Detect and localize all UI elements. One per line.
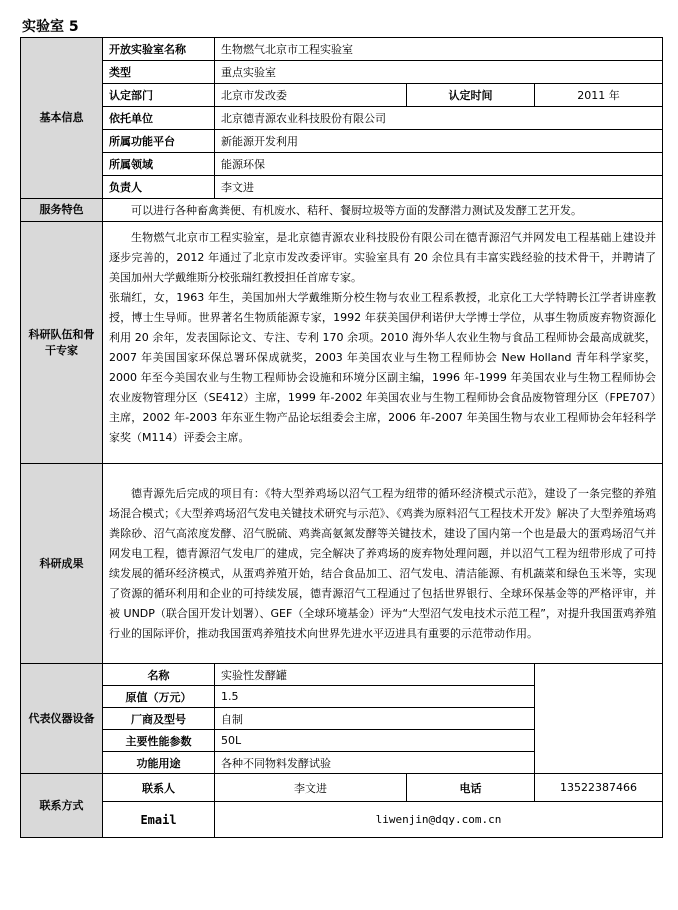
section-contact: 联系方式 — [21, 774, 103, 838]
value-email[interactable]: liwenjin@dqy.com.cn — [215, 802, 663, 838]
section-results: 科研成果 — [21, 464, 103, 664]
lab-info-table — [20, 37, 663, 838]
team-intro: 生物燃气北京市工程实验室，是北京德青源农业科技股份有限公司在德青源沼气并网发电工程基础上建设并逐步完善的，2012 年通过了北京市发改委评审。实验室具有 20 余位具有丰富实践经验的技术骨干，并聘请了美国加州大学戴维斯分校张瑞红教授担任首席专家。 — [109, 231, 657, 284]
value-host-unit: 北京德青源农业科技股份有限公司 — [215, 107, 663, 130]
page-title: 实验室 5 — [22, 19, 79, 35]
value-contact-person: 李文进 — [215, 774, 407, 802]
value-certify-time: 2011 年 — [535, 84, 663, 107]
label-field: 所属领域 — [103, 153, 215, 176]
instrument-image-area — [535, 664, 663, 774]
value-instrument-name: 实验性发酵罐 — [215, 664, 535, 686]
service-text: 可以进行各种畜禽粪便、有机废水、秸秆、餐厨垃圾等方面的发酵潜力测试及发酵工艺开发。 — [103, 199, 663, 222]
value-department: 北京市发改委 — [215, 84, 407, 107]
results-text: 德青源先后完成的项目有：《特大型养鸡场以沼气工程为纽带的循环经济模式示范》，建设了一条完整的养殖场混合模式；《大型养鸡场沼气发电关键技术研究与示范》、《鸡粪为原料沼气工程技术开发》解决了大型养殖场鸡粪除砂、沼气高浓度发酵、沼气脱硫、鸡粪高氨氮发酵等关键技术，建设了国内第一个也是最大的蛋鸡场沼气并网发电工程，德青源沼气发电厂的建成，完全解决了养鸡场的废弃物处理问题，并以沼气工程为纽带形成了可持续发展的循环经济模式，从蛋鸡养殖开始，结合食品加工、沼气发电、清洁能源、有机蔬菜和绿色玉米等，实现了资源的循环利用和企业的可持续发展，德青源沼气工程通过了包括世界银行、全球环保基金等的严格评审，并被 UNDP（联合国开发计划署）、GEF（全球环境基金）评为“大型沼气发电技术示范工程”，对提升我国蛋鸡养殖行业的国际评价，推动我国蛋鸡养殖技术向世界先进水平迈进具有重要的示范带动作用。 — [103, 464, 663, 664]
value-original-value: 1.5 — [215, 686, 535, 708]
label-platform: 所属功能平台 — [103, 130, 215, 153]
value-field: 能源环保 — [215, 153, 663, 176]
section-instrument: 代表仪器设备 — [21, 664, 103, 774]
value-platform: 新能源开发利用 — [215, 130, 663, 153]
team-cell — [103, 222, 663, 464]
value-function: 各种不同物料发酵试验 — [215, 752, 535, 774]
label-phone: 电话 — [407, 774, 535, 802]
label-manufacturer: 厂商及型号 — [103, 708, 215, 730]
value-performance: 50L — [215, 730, 535, 752]
label-contact-person: 联系人 — [103, 774, 215, 802]
section-basic-info: 基本信息 — [21, 38, 103, 199]
label-host-unit: 依托单位 — [103, 107, 215, 130]
label-certify-time: 认定时间 — [407, 84, 535, 107]
section-service: 服务特色 — [21, 199, 103, 222]
expert-bio: 张瑞红，女，1963 年生，美国加州大学戴维斯分校生物与农业工程系教授，北京化工大学特聘长江学者讲座教授，博士生导师。世界著名生物质能源专家，1992 年获美国伊利诺伊大学博士学位，从事生物质废弃物资源化利用 20 余年，发表国际论文、专注、专利 170 余项。2010 海外华人农业生物与食品工程师协会最高成就奖，2007 年美国国家环保总署环保成就奖，2003 年美国农业与生物工程师协会 New Holland 青年科学家奖，2000 年至今美国农业与生物工程师协会设施和环境分区副主编，1996 年-1999 年美国农业与生物工程师协会农业废物管理分区（SE412）主席，1999 年-2002 年美国农业与生物工程师协会食品废物管理分区（FPE707）主席，2002 年-2003 年东亚生物产品论坛组委会主席，2006 年-2007 年美国生物与农业工程师协会年轻科学家奖（M114）评委会主席。 — [109, 291, 657, 444]
value-manufacturer: 自制 — [215, 708, 535, 730]
label-lab-name: 开放实验室名称 — [103, 38, 215, 61]
value-lab-name: 生物燃气北京市工程实验室 — [215, 38, 663, 61]
label-leader: 负责人 — [103, 176, 215, 199]
section-team: 科研队伍和骨干专家 — [21, 222, 103, 464]
value-phone: 13522387466 — [535, 774, 663, 802]
value-type: 重点实验室 — [215, 61, 663, 84]
label-performance: 主要性能参数 — [103, 730, 215, 752]
label-function: 功能用途 — [103, 752, 215, 774]
label-department: 认定部门 — [103, 84, 215, 107]
label-email: Email — [103, 802, 215, 838]
label-instrument-name: 名称 — [103, 664, 215, 686]
label-type: 类型 — [103, 61, 215, 84]
value-leader: 李文进 — [215, 176, 663, 199]
label-original-value: 原值（万元） — [103, 686, 215, 708]
